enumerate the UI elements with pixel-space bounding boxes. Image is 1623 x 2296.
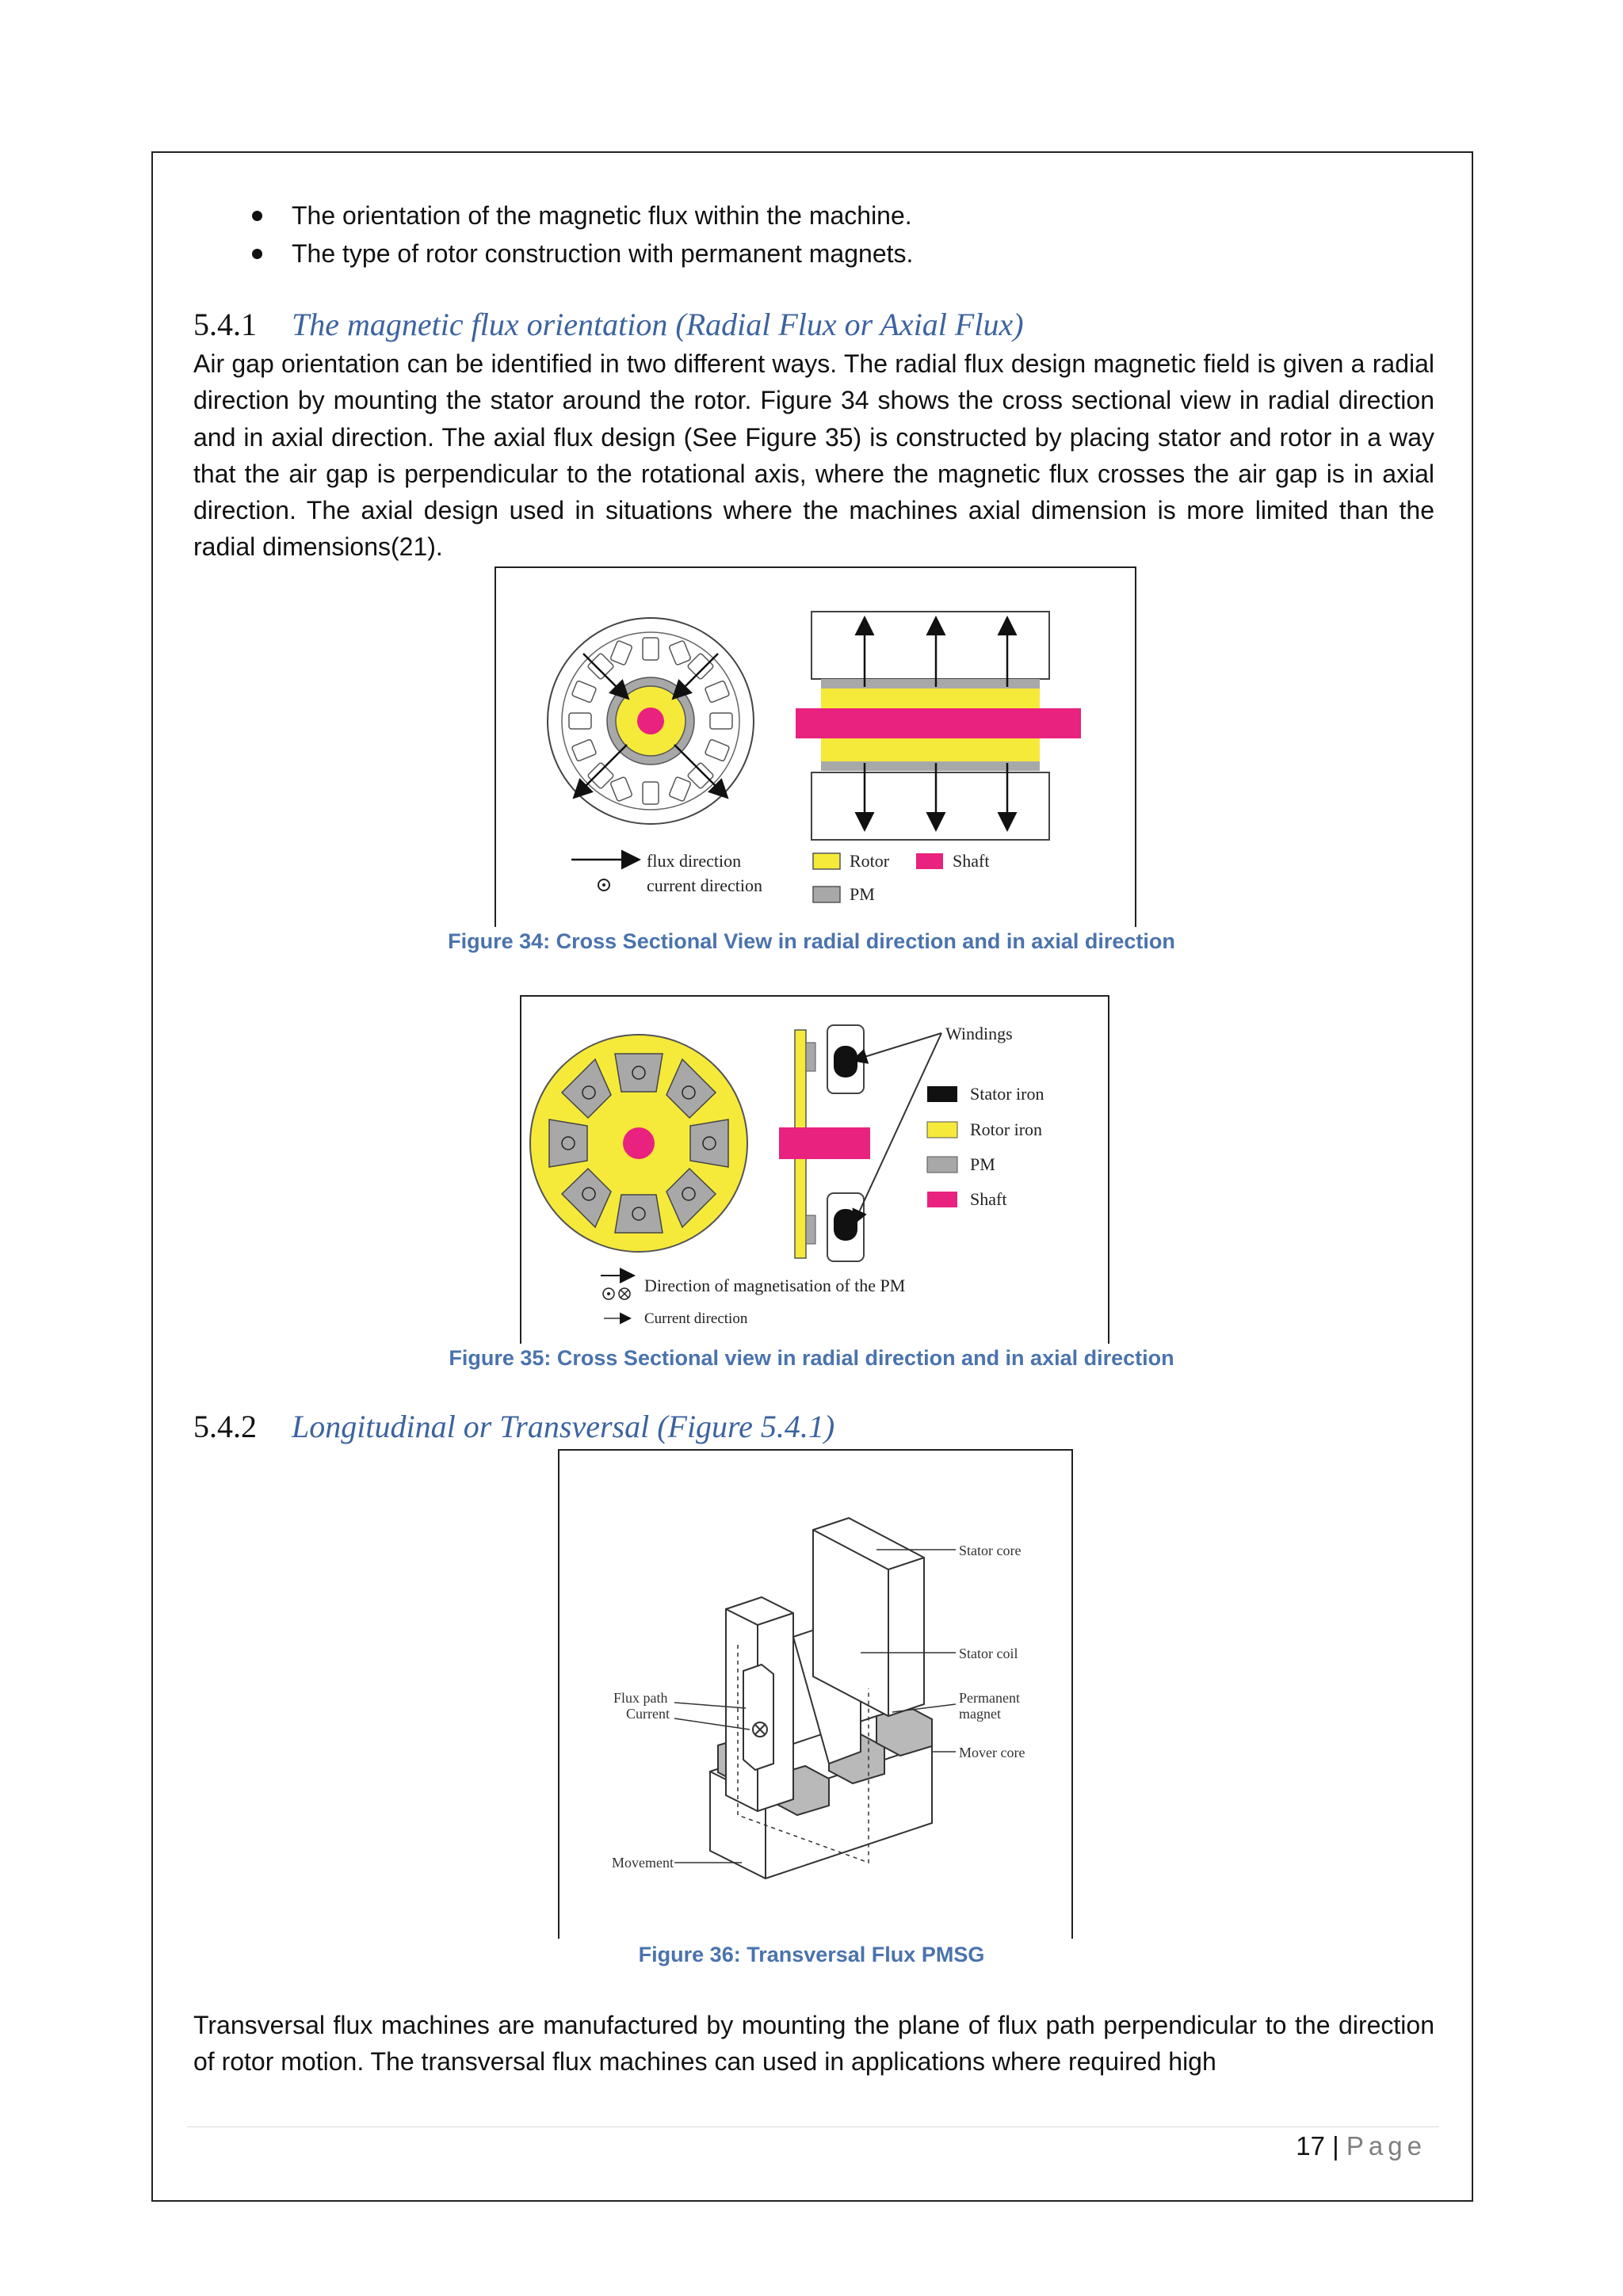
- figure-34-legend: [571, 851, 989, 904]
- label-magnetisation: Direction of magnetisation of the PM: [644, 1276, 906, 1295]
- axial-cross-section: [796, 612, 1081, 840]
- label-windings: Windings: [945, 1024, 1013, 1043]
- label-movement: Movement: [612, 1855, 674, 1871]
- page-footer: [1268, 2131, 1426, 2161]
- pm-swatch: [927, 1157, 957, 1173]
- axial-side-view: [779, 1025, 941, 1261]
- label-current: Current direction: [644, 1310, 748, 1327]
- bullet-dot-icon: [252, 249, 262, 259]
- section-heading-5-4-2: 5.4.2 Longitudinal or Transversal (Figure 5.4.1): [193, 1409, 835, 1444]
- closing-paragraph: Transversal flux machines are manufactured by mounting the plane of flux path perpendicular to the direction of rotor motion. The transversal flux machines can used in applications where required high: [193, 2011, 1434, 2077]
- figure-35-caption: Figure 35: Cross Sectional view in radial direction and in axial direction: [449, 1346, 1174, 1370]
- shaft-swatch: [927, 1192, 957, 1207]
- label-pm: PM: [970, 1154, 995, 1174]
- label-flux-path: Flux path: [613, 1690, 668, 1706]
- figure-36-diagram: [559, 1451, 1073, 1939]
- pm-swatch: [813, 887, 840, 902]
- label-mover-core: Mover core: [959, 1745, 1025, 1760]
- figure-36: [558, 1449, 1073, 1939]
- page-number: 17: [1296, 2131, 1325, 2161]
- label-stator-coil: Stator coil: [959, 1646, 1018, 1661]
- section-heading-5-4-1: 5.4.1 The magnetic flux orientation (Radial Flux or Axial Flux): [193, 307, 1024, 342]
- bullet-dot-icon: [252, 211, 262, 221]
- figure-35-diagram: [521, 997, 1109, 1344]
- figure-34: [495, 566, 1136, 927]
- legend-rotor: Rotor: [850, 851, 890, 871]
- radial-cross-section: [548, 618, 754, 824]
- figure-36-caption: Figure 36: Transversal Flux PMSG: [638, 1943, 985, 1966]
- axial-rotor-disc: [530, 1035, 747, 1252]
- footer-divider: [187, 2126, 1439, 2127]
- label-rotor-iron: Rotor iron: [970, 1119, 1043, 1139]
- figure-34-caption: Figure 34: Cross Sectional View in radial direction and in axial direction: [448, 929, 1175, 953]
- label-stator-core: Stator core: [959, 1543, 1022, 1558]
- rotor-swatch: [813, 853, 840, 869]
- legend-flux: flux direction: [647, 851, 742, 871]
- bullet-list: [238, 196, 913, 273]
- label-shaft: Shaft: [970, 1189, 1007, 1209]
- rotor-iron-swatch: [927, 1122, 957, 1138]
- figure-35: [520, 995, 1109, 1344]
- page-word: Page: [1346, 2131, 1426, 2161]
- transversal-flux-machine: [710, 1518, 932, 1878]
- legend-current: current direction: [647, 875, 762, 895]
- page-separator: |: [1332, 2131, 1339, 2161]
- label-permanent: Permanent: [959, 1690, 1020, 1706]
- label-magnet: magnet: [959, 1706, 1001, 1722]
- legend-shaft: Shaft: [953, 851, 990, 871]
- legend-pm: PM: [850, 884, 875, 904]
- label-current: Current: [626, 1706, 670, 1722]
- figure-34-diagram: [496, 568, 1136, 927]
- section-paragraph: Air gap orientation can be identified in two different ways. The radial flux design magnetic field is given a radial direction by mounting the stator around the rotor. Figure 34 shows the cross sectional view in radial direction and in axial direction. The axial flux design (See Figure 35) is constructed by placing stator and rotor in a way that the air gap is perpendicular to the rotational axis, where the magnetic flux crosses the air gap is in axial direction. The axial design used in situations where the machines axial dimension is more limited than the radial dimensions(21).: [193, 349, 1434, 562]
- bullet-item: The type of rotor construction with permanent magnets.: [238, 235, 913, 273]
- stator-iron-swatch: [927, 1086, 957, 1102]
- bullet-item: The orientation of the magnetic flux within the machine.: [238, 196, 913, 235]
- label-stator-iron: Stator iron: [970, 1084, 1044, 1104]
- shaft-swatch: [916, 853, 943, 869]
